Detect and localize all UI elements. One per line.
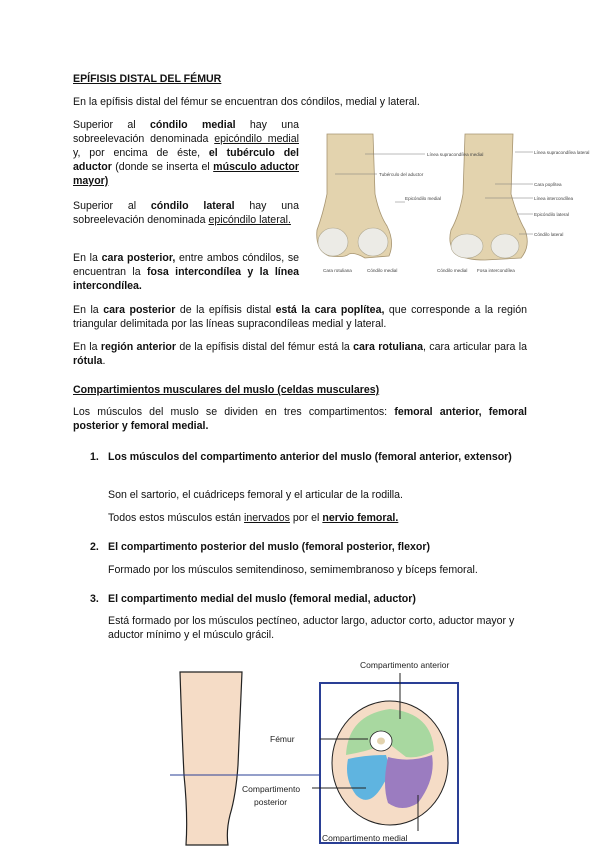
label-epicondilo-lateral: Epicóndilo lateral — [534, 212, 569, 217]
label-cara-poplitea: Cara poplítea — [534, 182, 562, 187]
page-title: EPÍFISIS DISTAL DEL FÉMUR — [73, 73, 222, 85]
condyle-right-lateral — [491, 234, 519, 258]
list-item-3-line1: Está formado por los músculos pectíneo, aductor largo, aductor corto, aductor mayor y aductor mínimo y el músculo grácil. — [108, 615, 515, 641]
list-item-3-title: 3. El compartimento medial del muslo (femoral medial, aductor) — [90, 593, 416, 605]
paragraph-condilo-medial: Superior al cóndilo medial hay una sobreelevación denominada epicóndilo medial y, por encima de éste, el tubérculo del aductor (donde se inserta el músculo aductor mayor) — [73, 119, 299, 187]
femur-distal-figure — [305, 134, 590, 284]
label-fosa-intercondilea: Fosa intercondílea — [477, 268, 515, 273]
thigh-compartments-figure — [170, 655, 470, 848]
condyle-lateral-cartilage — [358, 228, 388, 256]
list-item-1-line1: Son el sartorio, el cuádriceps femoral y el articular de la rodilla. — [108, 489, 403, 501]
section-title-compartimientos: Compartimientos musculares del muslo (celdas musculares) — [73, 384, 380, 396]
condyle-medial-cartilage — [318, 228, 348, 256]
intro-paragraph: En la epífisis distal del fémur se encuentran dos cóndilos, medial y lateral. — [73, 96, 420, 108]
label-condilo-medial-2: Cóndilo medial — [437, 268, 468, 273]
condyle-right-medial — [451, 234, 483, 258]
label-linea-supracondilea-lateral: Línea supracondílea lateral — [534, 150, 590, 155]
leg-silhouette — [180, 672, 242, 845]
paragraph-condilo-lateral: Superior al cóndilo lateral hay una sobreelevación denominada epicóndilo lateral. — [73, 200, 299, 226]
femur-marrow — [377, 738, 385, 745]
label-compartimento-posterior-2: posterior — [254, 797, 288, 807]
paragraph-cara-rotuliana: En la región anterior de la epífisis distal del fémur está la cara rotuliana, cara articular para la rótula. — [73, 341, 527, 367]
paragraph-cara-poplitea: En la cara posterior de la epífisis distal está la cara poplítea, que corresponde a la región triangular delimitada por las líneas supracondíleas medial y lateral. — [73, 304, 528, 330]
label-cara-rotuliana: Cara rotuliana — [323, 268, 352, 273]
label-epicondilo-medial: Epicóndilo medial — [405, 196, 442, 201]
list-item-1-line2: Todos estos músculos están inervados por el nervio femoral. — [108, 512, 399, 524]
label-femur: Fémur — [270, 734, 295, 744]
label-compartimento-posterior-1: Compartimento — [242, 784, 301, 794]
label-compartimento-anterior: Compartimento anterior — [360, 660, 450, 670]
list-item-2-line1: Formado por los músculos semitendinoso, semimembranoso y bíceps femoral. — [108, 564, 478, 576]
label-compartimento-medial: Compartimento medial — [322, 833, 408, 843]
list-item-2-title: 2. El compartimento posterior del muslo (femoral posterior, flexor) — [90, 541, 430, 553]
list-item-1-title: 1. Los músculos del compartimento anterior del muslo (femoral anterior, extensor) — [90, 451, 512, 463]
paragraph-fosa-intercondilea: En la cara posterior, entre ambos cóndilos, se encuentran la fosa intercondílea y la línea intercondílea. — [73, 252, 300, 292]
label-linea-intercondilea: Línea intercondílea — [534, 196, 574, 201]
paragraph-compartimentos: Los músculos del muslo se dividen en tres compartimentos: femoral anterior, femoral posterior y femoral medial. — [73, 406, 527, 432]
label-linea-supracondilea-medial: Línea supracondílea medial — [427, 152, 484, 157]
label-tuberculo-aductor: Tubérculo del aductor — [379, 172, 424, 177]
label-condilo-lateral: Cóndilo lateral — [534, 232, 564, 237]
label-condilo-medial: Cóndilo medial — [367, 268, 398, 273]
